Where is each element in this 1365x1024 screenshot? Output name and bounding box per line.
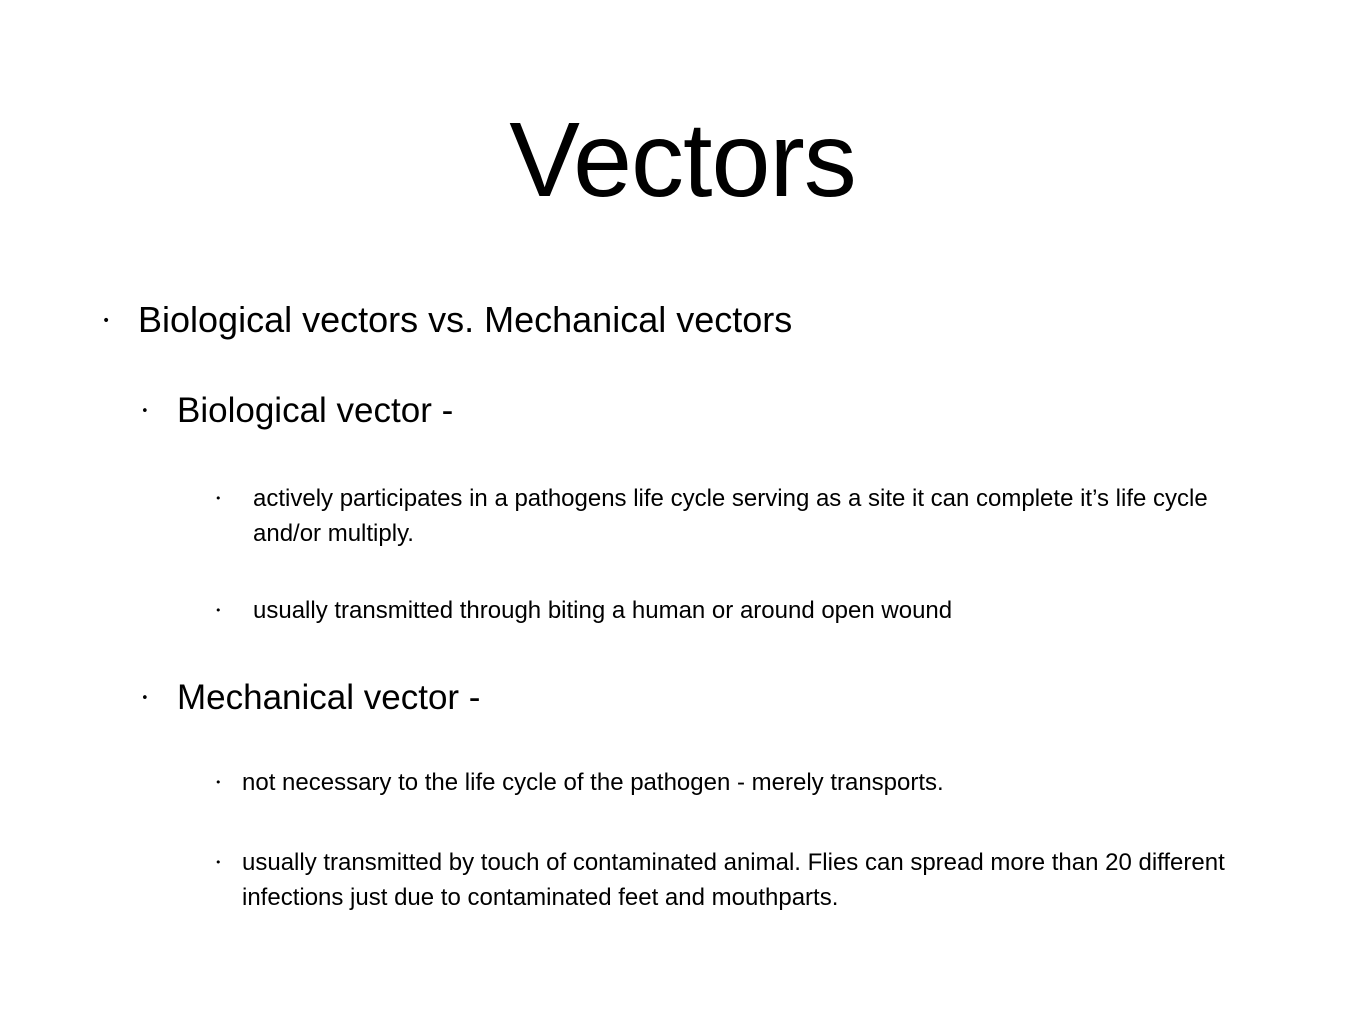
bullet-icon: • (215, 492, 222, 505)
bullet-icon: • (215, 776, 222, 789)
bullet-icon: • (102, 313, 111, 329)
bullet-mechanical-point-2 (215, 845, 1302, 915)
bullet-icon: • (215, 856, 222, 869)
bullet-text: Mechanical vector - (177, 678, 481, 717)
slide-title: Vectors (509, 101, 856, 219)
bullet-icon: • (215, 604, 222, 617)
bullet-text: not necessary to the life cycle of the pathogen - merely transports. (242, 769, 944, 796)
bullet-level1-comparison (102, 298, 1288, 342)
bullet-text: Biological vector - (177, 391, 454, 430)
bullet-mechanical-vector (141, 676, 1277, 720)
bullet-text: usually transmitted through biting a human or around open wound (253, 597, 953, 624)
bullet-text: Biological vectors vs. Mechanical vectors (138, 299, 793, 340)
bullet-icon: • (141, 404, 149, 419)
bullet-biological-point-2 (215, 593, 1253, 628)
bullet-biological-vector (141, 389, 1277, 433)
bullet-biological-point-1 (215, 481, 1253, 551)
bullet-mechanical-point-1 (215, 765, 1302, 800)
bullet-text: actively participates in a pathogens life cycle serving as a site it can complete it’s life cycle and/or multiply. (253, 485, 1208, 547)
bullet-text: usually transmitted by touch of contaminated animal. Flies can spread more than 20 different infections just due to contaminated feet and mouthparts. (242, 849, 1225, 911)
bullet-icon: • (141, 691, 149, 706)
